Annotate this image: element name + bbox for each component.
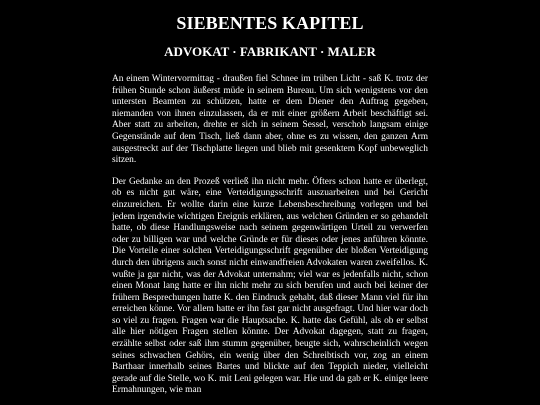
paragraph: An einem Wintervormittag - draußen fiel Schnee im trüben Licht - saß K. trotz der frühen Stunde schon äußerst müde in seinem Bureau. Um sich wenigstens vor den untersten Beamten zu schützen, hatte er dem Diener den Auftrag gegeben, niemanden von ihnen einzulassen, da er mit einer größern Arbeit beschäftigt sei. Aber statt zu arbeiten, drehte er sich in seinem Sessel, verschob langsam einige Gegenstände auf dem Tisch, ließ dann aber, ohne es zu wissen, den ganzen Arm ausgestreckt auf der Tischplatte liegen und blieb mit gesenktem Kopf unbeweglich sitzen. <box>112 74 428 166</box>
body-text <box>112 74 428 405</box>
chapter-title: SIEBENTES KAPITEL <box>176 13 364 33</box>
chapter-subtitle: ADVOKAT · FABRIKANT · MALER <box>164 44 376 59</box>
paragraph: Der Gedanke an den Prozeß verließ ihn nicht mehr. Öfters schon hatte er überlegt, ob es nicht gut wäre, eine Verteidigungsschrift auszuarbeiten und bei Gericht einzureichen. Er wollte darin eine kurze Lebensbeschreibung vorlegen und bei jedem irgendwie wichtigen Ereignis erklären, aus welchen Gründen er so gehandelt hatte, ob diese Handlungsweise nach seinem gegenwärtigen Urteil zu verwerfen oder zu billigen war und welche Gründe er für dieses oder jenes anführen könnte. Die Vorteile einer solchen Verteidigungsschrift gegenüber der bloßen Verteidigung durch den übrigens auch sonst nicht einwandfreien Advokaten waren zweifellos. K. wußte ja gar nicht, was der Advokat unternahm; viel war es jedenfalls nicht, schon einen Monat lang hatte er ihn nicht mehr zu sich berufen und auch bei keiner der frühern Besprechungen hatte K. den Eindruck gehabt, daß dieser Mann viel für ihn erreichen könne. Vor allem hatte er ihn fast gar nicht ausgefragt. Und hier war doch so viel zu fragen. Fragen war die Hauptsache. K. hatte das Gefühl, als ob er selbst alle hier nötigen Fragen stellen könnte. Der Advokat dagegen, statt zu fragen, erzählte selbst oder saß ihm stumm gegenüber, beugte sich, wahrscheinlich wegen seines schwachen Gehörs, ein wenig über den Schreibtisch vor, zog an einem Barthaar innerhalb seines Bartes und blickte auf den Teppich nieder, vielleicht gerade auf die Stelle, wo K. mit Leni gelegen war. Hie und da gab er K. einige leere Ermahnungen, wie man <box>112 176 428 396</box>
